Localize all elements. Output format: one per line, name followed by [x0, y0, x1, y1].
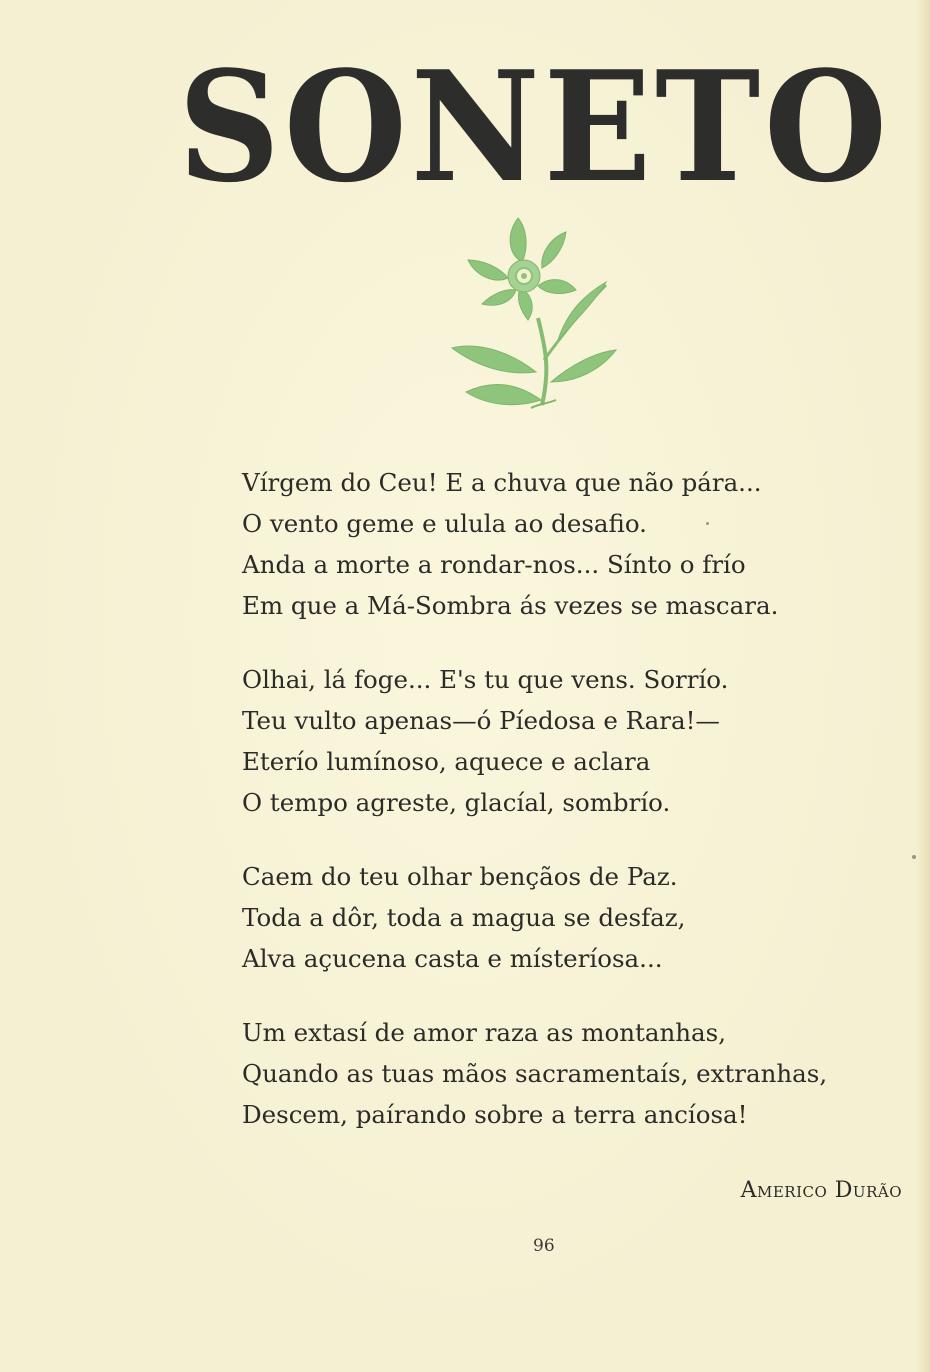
poem-line: Em que a Má-Sombra ás vezes se mascara.	[242, 591, 779, 620]
poem-line: Vírgem do Ceu! E a chuva que não pára...	[242, 468, 762, 497]
poem-line: O tempo agreste, glacíal, sombrío.	[242, 788, 671, 817]
author-signature: Americo Durão	[740, 1178, 902, 1203]
stanza	[242, 462, 862, 626]
page-edge-shadow	[916, 0, 930, 1372]
stanza	[242, 1012, 862, 1135]
poem-line: O vento geme e ulula ao desafio.	[242, 509, 647, 538]
poem-line: Anda a morte a rondar-nos... Sínto o frío	[242, 550, 746, 579]
poem-title: SONETO	[178, 37, 891, 216]
poem-line: Quando as tuas mãos sacramentaís, extranhas,	[242, 1059, 828, 1088]
stanza	[242, 659, 862, 823]
poem-line: Toda a dôr, toda a magua se desfaz,	[242, 903, 686, 932]
poem-line: Teu vulto apenas—ó Píedosa e Rara!—	[242, 706, 720, 735]
poem-line: Alva açucena casta e místeríosa...	[242, 944, 663, 973]
stanza	[242, 856, 862, 979]
poem-line: Olhai, lá foge... E's tu que vens. Sorrío.	[242, 665, 729, 694]
paper-speck	[706, 522, 709, 525]
poem-line: Um extasí de amor raza as montanhas,	[242, 1018, 727, 1047]
poem-body	[242, 462, 862, 1168]
paper-speck	[912, 855, 916, 859]
flower-icon	[446, 210, 622, 415]
page-number: 96	[533, 1236, 555, 1256]
poem-line: Descem, paírando sobre a terra ancíosa!	[242, 1100, 748, 1129]
poem-line: Caem do teu olhar bençãos de Paz.	[242, 862, 678, 891]
poem-line: Eterío lumínoso, aquece e aclara	[242, 747, 651, 776]
